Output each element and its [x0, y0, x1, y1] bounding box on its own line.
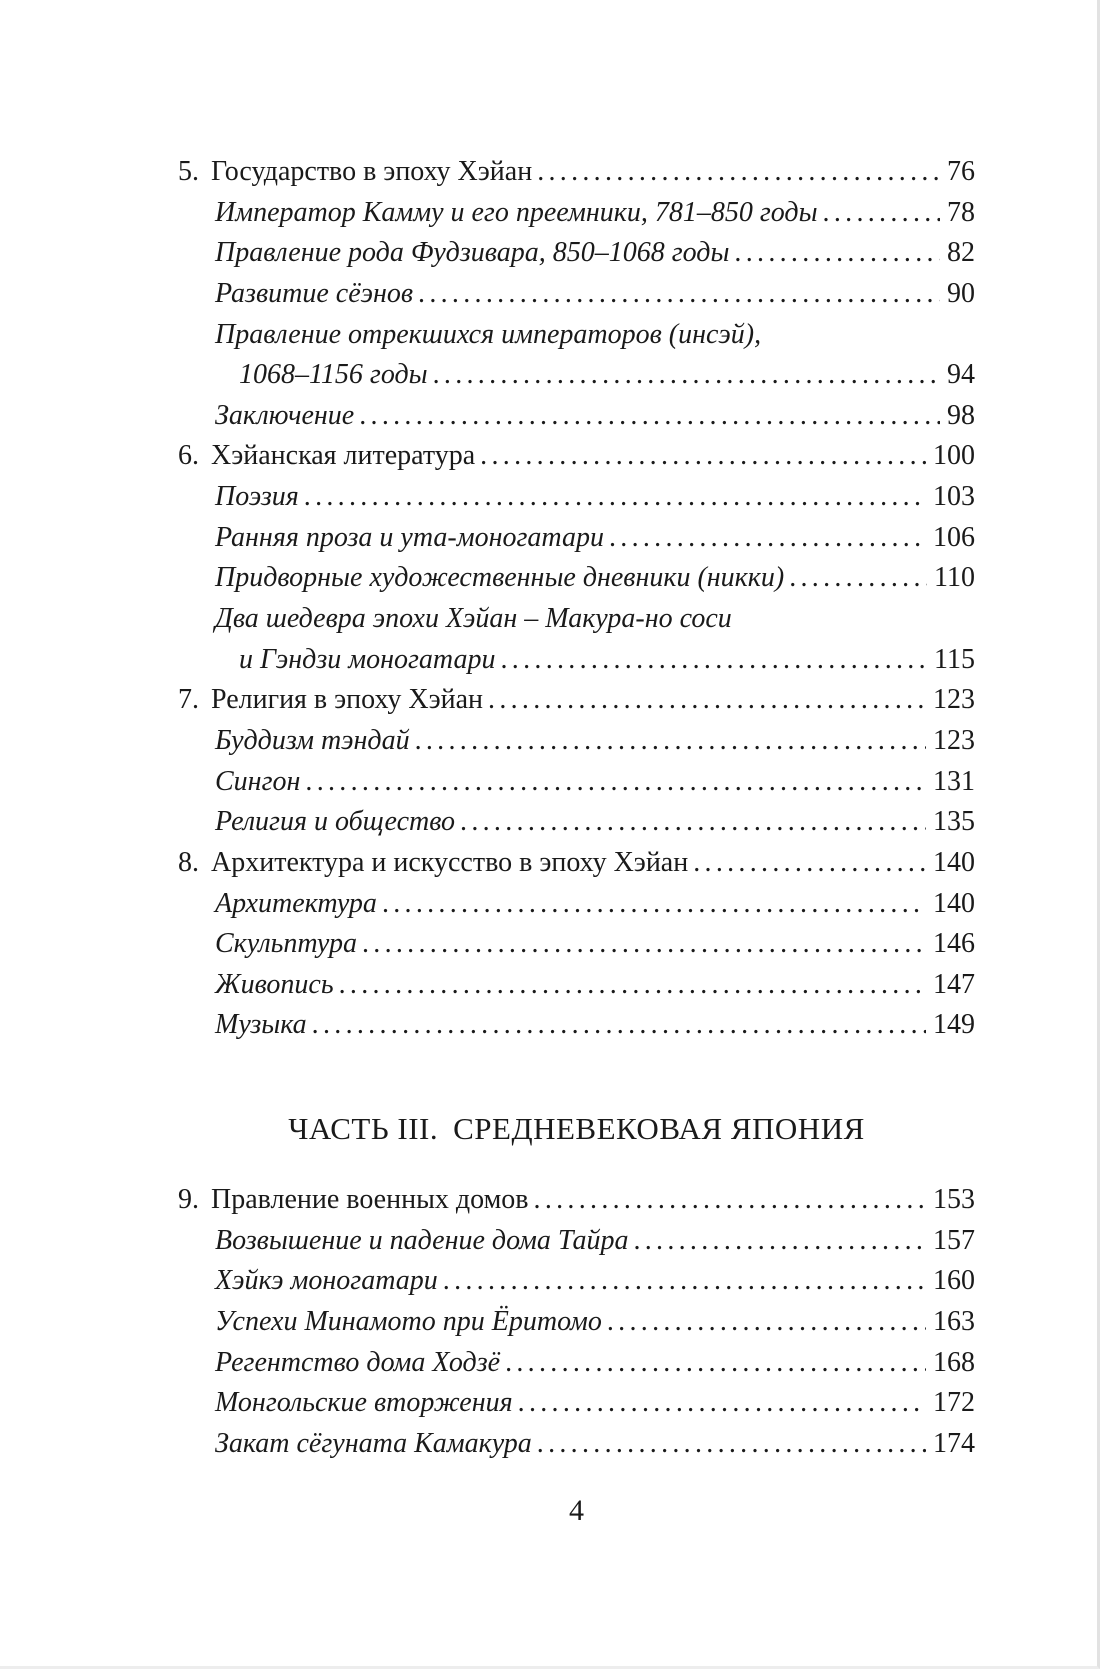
toc-entry-title: Поэзия [215, 481, 299, 513]
toc-entry [178, 599, 975, 640]
toc-entry [178, 1221, 975, 1262]
toc-entry [178, 396, 975, 437]
toc-entry-title: Император Камму и его преемники, 781–850 годы [215, 196, 818, 228]
toc-entry-title: Заключение [215, 399, 355, 431]
toc-leader-dots [537, 1424, 926, 1465]
toc-entry [178, 274, 975, 315]
toc-entry-page: 94 [947, 359, 975, 391]
toc-list-part2 [178, 152, 975, 1046]
toc-entry-number: 9. [178, 1184, 199, 1216]
toc-leader-dots [609, 518, 926, 559]
toc-entry-title: Архитектура [215, 887, 377, 919]
toc-leader-dots [734, 233, 940, 274]
toc-leader-dots [480, 436, 926, 477]
toc-entry-title: Правление военных домов [211, 1184, 529, 1216]
toc-entry-page: 103 [933, 481, 975, 513]
toc-entry [178, 1343, 975, 1384]
toc-list-part3 [178, 1180, 975, 1464]
toc-entry-page: 131 [933, 765, 975, 797]
toc-entry-page: 172 [933, 1387, 975, 1419]
toc-entry-page: 146 [933, 928, 975, 960]
toc-entry-title: Религия и общество [215, 806, 456, 838]
toc-entry-page: 160 [933, 1265, 975, 1297]
toc-entry [178, 802, 975, 843]
toc-entry-title: Успехи Минамото при Ёритомо [215, 1306, 602, 1338]
toc-entry [178, 884, 975, 925]
toc-entry-title: Два шедевра эпохи Хэйан – Макура-но соси [215, 603, 732, 635]
toc-entry-page: 106 [933, 521, 975, 553]
toc-entry-page: 98 [947, 399, 975, 431]
toc-entry [178, 965, 975, 1006]
toc-leader-dots [505, 1343, 926, 1384]
toc-entry-title: Хэйанская литература [211, 440, 476, 472]
toc-entry-title: Буддизм тэндай [215, 724, 410, 756]
toc-entry-title: Монгольские вторжения [215, 1387, 513, 1419]
toc-leader-dots [443, 1261, 926, 1302]
toc-entry-page: 140 [933, 887, 975, 919]
toc-leader-dots [633, 1221, 926, 1262]
toc-entry [178, 1424, 975, 1465]
toc-entry-page: 115 [934, 643, 975, 675]
toc-entry [178, 762, 975, 803]
toc-entry [178, 152, 975, 193]
toc-leader-dots [488, 680, 926, 721]
toc-entry [178, 355, 975, 396]
toc-entry-page: 123 [933, 684, 975, 716]
part-heading-title: СРЕДНЕВЕКОВАЯ ЯПОНИЯ [453, 1111, 865, 1147]
toc-entry-title: Хэйкэ моногатари [215, 1265, 438, 1297]
toc-entry-page: 123 [933, 724, 975, 756]
toc-leader-dots [789, 558, 927, 599]
toc-entry [178, 640, 975, 681]
toc-leader-dots [534, 1180, 926, 1221]
toc-entry-title: Сингон [215, 765, 301, 797]
toc-entry-page: 149 [933, 1009, 975, 1041]
toc-entry-title: Музыка [215, 1009, 307, 1041]
toc-entry-title: Скульптура [215, 928, 357, 960]
part-heading [178, 1108, 975, 1150]
toc-entry-page: 100 [933, 440, 975, 472]
toc-entry-number: 5. [178, 156, 199, 187]
toc-entry-title: Правление отрекшихся императоров (инсэй), [215, 318, 762, 350]
toc-entry [178, 518, 975, 559]
toc-entry-page: 168 [933, 1346, 975, 1378]
toc-entry [178, 1383, 975, 1424]
toc-entry-title: Государство в эпоху Хэйан [211, 156, 533, 187]
table-of-contents [178, 152, 975, 1529]
toc-leader-dots [537, 152, 940, 193]
toc-entry [178, 721, 975, 762]
toc-entry-page: 110 [934, 562, 975, 594]
toc-entry-number: 6. [178, 440, 199, 472]
toc-entry-number: 7. [178, 684, 199, 716]
toc-entry-page: 163 [933, 1306, 975, 1338]
toc-entry-title: Регентство дома Ходзё [215, 1346, 501, 1378]
toc-entry-title: Архитектура и искусство в эпоху Хэйан [211, 846, 689, 878]
toc-entry [178, 315, 975, 356]
toc-entry-title: Живопись [215, 968, 334, 1000]
toc-entry-title: и Гэндзи моногатари [239, 643, 496, 675]
toc-entry [178, 477, 975, 518]
toc-entry [178, 924, 975, 965]
toc-entry-page: 78 [947, 196, 975, 228]
toc-entry [178, 436, 975, 477]
toc-entry-page: 76 [947, 156, 975, 187]
toc-entry-page: 135 [933, 806, 975, 838]
toc-entry-page: 147 [933, 968, 975, 1000]
part-heading-label: ЧАСТЬ III. [288, 1111, 439, 1147]
toc-entry-title: Религия в эпоху Хэйан [211, 684, 484, 716]
toc-entry [178, 1005, 975, 1046]
toc-entry-page: 90 [947, 277, 975, 309]
toc-entry [178, 1302, 975, 1343]
toc-leader-dots [305, 762, 926, 803]
toc-entry-title: Правление рода Фудзивара, 850–1068 годы [215, 237, 730, 269]
toc-entry-title: Возвышение и падение дома Тайра [215, 1224, 629, 1256]
toc-entry [178, 680, 975, 721]
toc-leader-dots [501, 640, 928, 681]
toc-entry-title: Ранняя проза и ута-моногатари [215, 521, 604, 553]
toc-entry-page: 140 [933, 846, 975, 878]
toc-leader-dots [304, 477, 926, 518]
folio-page-number: 4 [569, 1493, 584, 1527]
toc-leader-dots [339, 965, 926, 1006]
toc-leader-dots [415, 721, 926, 762]
toc-entry-number: 8. [178, 846, 199, 878]
toc-leader-dots [693, 843, 926, 884]
toc-entry-page: 174 [933, 1427, 975, 1459]
toc-entry [178, 558, 975, 599]
toc-leader-dots [362, 924, 926, 965]
toc-entry-page: 82 [947, 237, 975, 269]
toc-leader-dots [433, 355, 940, 396]
toc-entry [178, 233, 975, 274]
toc-entry-title: Закат сёгуната Камакура [215, 1427, 532, 1459]
toc-entry [178, 843, 975, 884]
toc-entry [178, 1261, 975, 1302]
toc-entry-title: Развитие сёэнов [215, 277, 414, 309]
toc-leader-dots [460, 802, 926, 843]
toc-leader-dots [418, 274, 940, 315]
toc-leader-dots [312, 1005, 926, 1046]
toc-leader-dots [823, 193, 940, 234]
toc-leader-dots [359, 396, 940, 437]
toc-leader-dots [382, 884, 926, 925]
toc-entry-page: 157 [933, 1224, 975, 1256]
toc-leader-dots [518, 1383, 926, 1424]
toc-entry-title: 1068–1156 годы [239, 359, 428, 391]
toc-leader-dots [607, 1302, 926, 1343]
toc-entry-title: Придворные художественные дневники (никки) [215, 562, 785, 594]
toc-entry [178, 193, 975, 234]
toc-entry [178, 1180, 975, 1221]
toc-entry-page: 153 [933, 1184, 975, 1216]
